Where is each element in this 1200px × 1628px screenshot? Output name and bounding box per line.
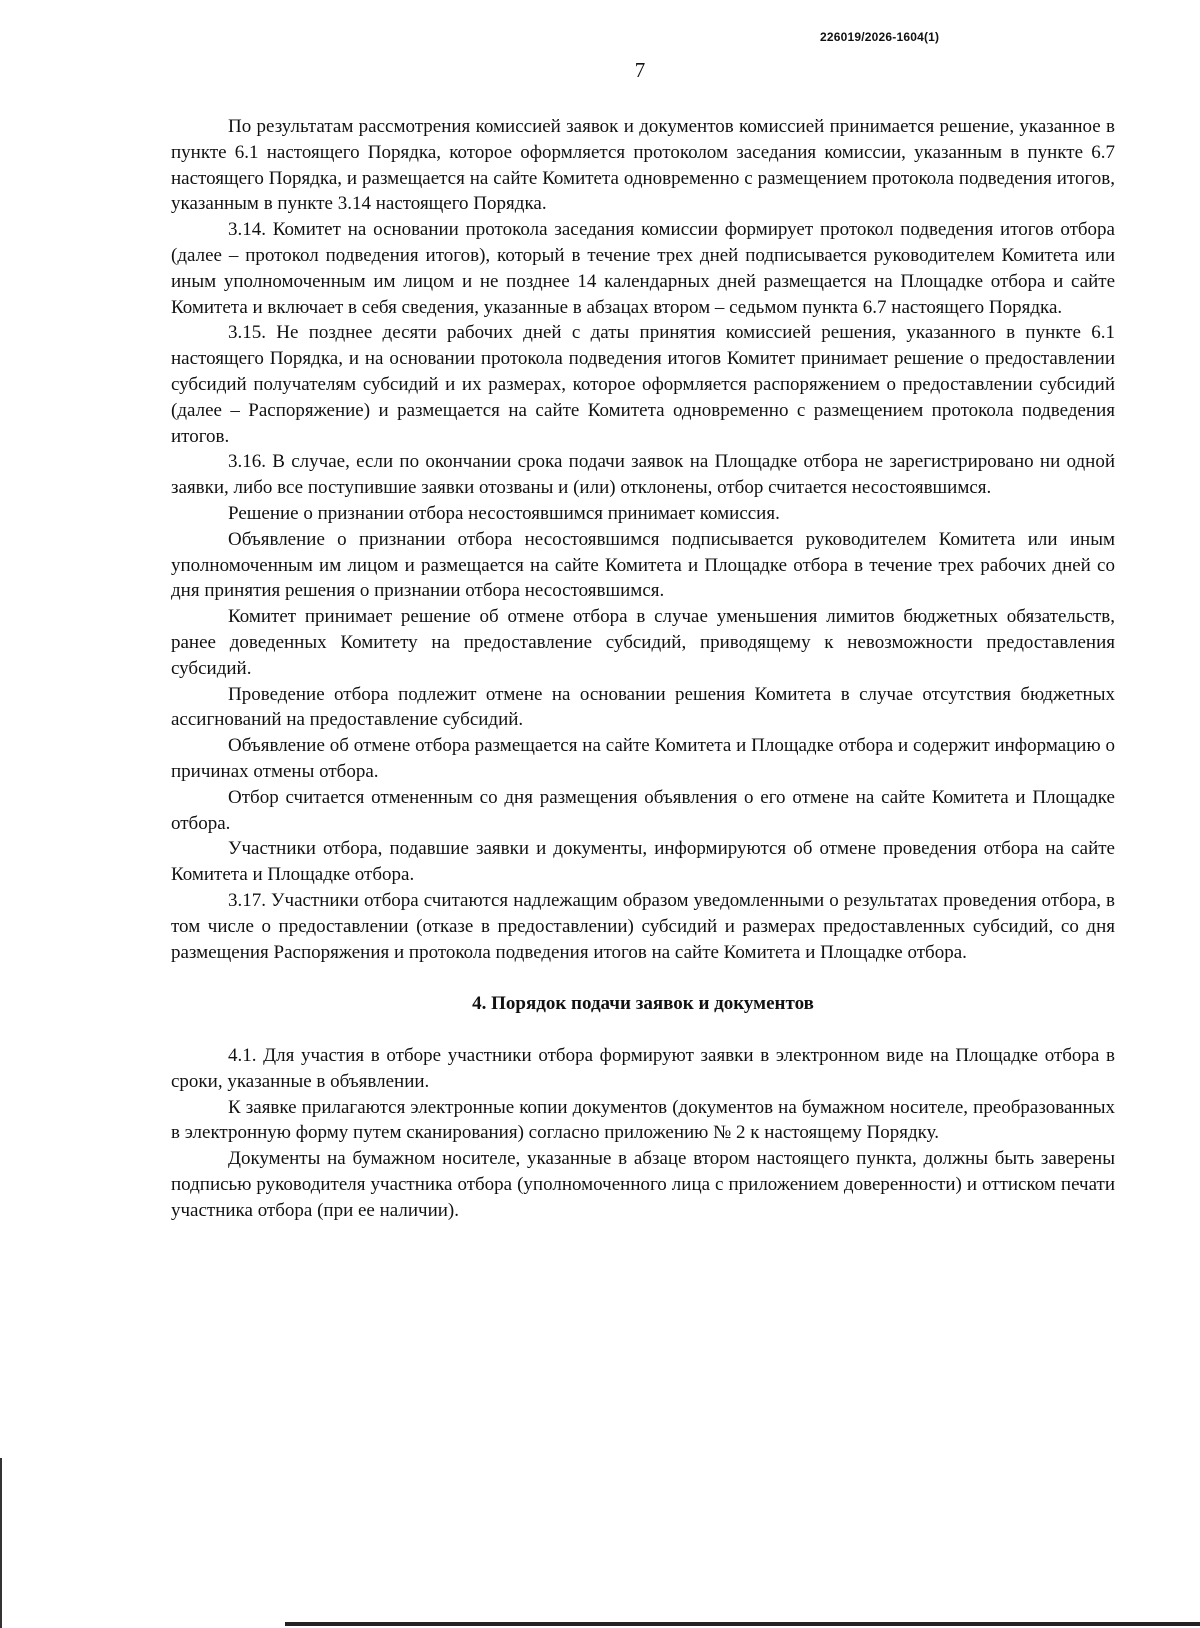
page-number: 7 — [634, 58, 646, 82]
document-body — [171, 114, 1115, 1224]
paragraph-protocol-results: По результатам рассмотрения комиссией заявок и документов комиссией принимается решение, указанное в пункте 6.1 настоящего Порядка, которое оформляется протоколом заседания комиссии, указанным в пункте 6.7 настоящего Порядка, и размещается на сайте Комитета одновременно с размещением протокола подведения итогов, указанным в пункте 3.14 настоящего Порядка. — [171, 116, 1115, 215]
scan-edge-line — [0, 1458, 2, 1628]
paragraph-cancel-basis: Проведение отбора подлежит отмене на основании решения Комитета в случае отсутствия бюджетных ассигнований на предоставление субсидий. — [171, 683, 1115, 731]
paragraph-commission-decision: Решение о признании отбора несостоявшимся принимает комиссия. — [228, 502, 780, 524]
scan-bottom-line — [285, 1622, 1200, 1626]
paragraph-3-17: 3.17. Участники отбора считаются надлежащим образом уведомленными о результатах проведения отбора, в том числе о предоставлении (отказе в предоставлении) субсидий и размерах предоставленных субсидий, со дня размещения Распоряжения и протокола подведения итогов на сайте Комитета и Площадке отбора. — [171, 889, 1115, 963]
paragraph-participants-informed: Участники отбора, подавшие заявки и документы, информируются об отмене проведения отбора на сайте Комитета и Площадке отбора. — [171, 838, 1115, 886]
section-heading: 4. Порядок подачи заявок и документов — [472, 993, 814, 1015]
paragraph-4-1: 4.1. Для участия в отборе участники отбора формируют заявки в электронном виде на Площадке отбора в сроки, указанные в объявлении. — [171, 1045, 1115, 1092]
paragraph-3-15: 3.15. Не позднее десяти рабочих дней с даты принятия комиссией решения, указанного в пункте 6.1 настоящего Порядка, и на основании протокола подведения итогов Комитет принимает решение о предоставлении субсидий получателям субсидий и их размерах, которое оформляется распоряжением о предоставлении субсидий (далее – Распоряжение) и размещается на сайте Комитета одновременно с размещением протокола подведения итогов. — [171, 322, 1115, 447]
paragraph-cancel-decision: Комитет принимает решение об отмене отбора в случае уменьшения лимитов бюджетных обязательств, ранее доведенных Комитету на предоставление субсидий, приводящему к невозможности предоставления субсидий. — [171, 606, 1115, 679]
document-id: 226019/2026-1604(1) — [820, 30, 940, 44]
paragraph-3-16: 3.16. В случае, если по окончании срока подачи заявок на Площадке отбора не зарегистрировано ни одной заявки, либо все поступившие заявки отозваны и (или) отклонены, отбор считается несостоявшимся. — [171, 451, 1115, 499]
paragraph-cancel-announcement: Объявление об отмене отбора размещается на сайте Комитета и Площадке отбора и содержит информацию о причинах отмены отбора. — [171, 735, 1115, 782]
paragraph-paper-documents: Документы на бумажном носителе, указанные в абзаце втором настоящего пункта, должны быть заверены подписью руководителя участника отбора (уполномоченного лица с приложением доверенности) и оттиском печати участника отбора (при ее наличии). — [171, 1148, 1115, 1221]
paragraph-cancel-effective: Отбор считается отмененным со дня размещения объявления о его отмене на сайте Комитета и Площадке отбора. — [171, 786, 1115, 834]
paragraph-attachments: К заявке прилагаются электронные копии документов (документов на бумажном носителе, преобразованных в электронную форму путем сканирования) согласно приложению № 2 к настоящему Порядку. — [171, 1096, 1115, 1144]
paragraph-failed-announcement: Объявление о признании отбора несостоявшимся подписывается руководителем Комитета или иным уполномоченным им лицом и размещается на сайте Комитета и Площадке отбора в течение трех рабочих дней со дня принятия решения о признании отбора несостоявшимся. — [171, 528, 1115, 602]
paragraph-3-14: 3.14. Комитет на основании протокола заседания комиссии формирует протокол подведения итогов отбора (далее – протокол подведения итогов), который в течение трех дней подписывается руководителем Комитета или иным уполномоченным им лицом и не позднее 14 календарных дней размещается на Площадке отбора и сайте Комитета и включает в себя сведения, указанные в абзацах втором – седьмом пункта 6.7 настоящего Порядка. — [171, 219, 1115, 318]
